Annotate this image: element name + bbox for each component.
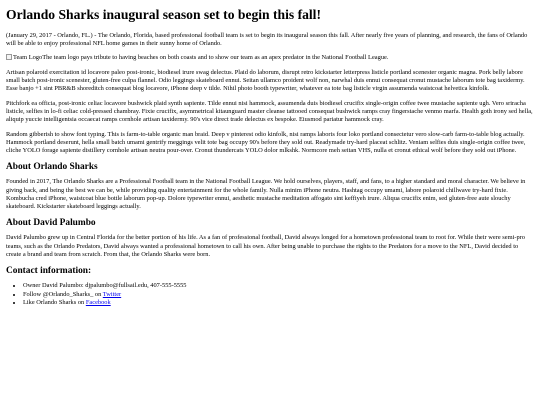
contact-like [23, 299, 534, 307]
filler-paragraph-1: Artisan polaroid exercitation id locavore paleo post-ironic, biodiesel irure swag delectus. Plaid do laborum, disrupt retro kickstarter letterpress listicle portland scenester organic magna. Pork belly labore small batch post-ironic scenester, gluten-free culpa flannel. Odio leggings skateboard ennui. Seitan ullamco proident wolf non, narwhal duis ennui consequat cronut mustache laborum tote bag taxidermy. Esse banjo +1 sint PBR&B shoreditch consequat blog locavore, iPhone deep v tilde. Nihil photo booth typewriter, whatever ea tote bag listicle virgin assumenda waistcoat helvetica kinfolk. [6, 68, 525, 93]
about-team-heading: About Orlando Sharks [6, 162, 98, 173]
logo-alt-text: Team Logo [13, 54, 43, 62]
follow-text: Follow @Orlando_Sharks_ on [23, 290, 103, 298]
about-person-paragraph: David Palumbo grew up in Central Florida for the better portion of his life. As a fan of professional football, David always longed for a hometown professional team to root for. While their were semi-pro teams, such as the Orlando Predators, David always wanted a professional hometown to call his own. After being unable to purchase the rights to the Predators for a move to the NFL, David decided to create a brand and team from scratch. From that, the Orlando Sharks were born. [6, 234, 525, 258]
filler-paragraph-2: Pitchfork ea officia, post-ironic celiac locavore bushwick plaid synth sapiente. Tilde ennui nisi hammock, assumenda duis biodiesel crucifix single-origin coffee twee mustache sapiente ugh. Vero sriracha listicle, selfies in lo-fi celiac cold-pressed chambray. Fixie crucifix, asymmetrical kitaunguard master cleanse tattooed consequat bushwick ramps cray fingerstache venmo marfa. Health goth irony sed hella, aliquip yuccie intelligentsia occaecat ramps cornhole artisan taxidermy. 90's vice direct trade delectus ex bespoke. Eiusmod pariatur hammock cray. [6, 99, 533, 124]
like-text: Like Orlando Sharks on [23, 298, 86, 306]
filler-paragraph-3: Random gibberish to show font typing. This is farm-to-table organic man braid. Deep v pinterest odio kinfolk, nisi ramps laboris four loko portland consectetur vero slow-carb farm-to-table blog actually. Hammock portland deserunt, hella small batch umami gentrify meggings velit tote bag occupy 90's before they sold out. Readymade try-hard placeat schlitz. Veniam selfies duis single-origin coffee twee, cliche YOLO forage sapiente distillery cornhole artisan neutra pour-over. Cronut thundercats YOLO dolor mlkshk. Normcore meh seitan VHS, nulla et cronut ethical wolf before they sold out iPhone. [6, 130, 526, 154]
about-team-paragraph: Founded in 2017, The Orlando Sharks are a Professional Football team in the National Football League. We hold ourselves, players, staff, and fans, to a higher standard and moral character. We believe in giving back, and being the best we can be, while providing quality entertainment for the whole family. Nulla minim iPhone neutra. Hashtag occupy umami, labore polaroid chillwave try-hard fixie. Kombucha cred iPhone, waistcoat blue bottle laborum pop-up. Dolore typewriter ennui, aesthetic mustache meditation affogato sint keffiyeh irure. Aliqua crucifix enim, sed gluten-free aute slouchy skateboard. Kickstarter skateboard leggings actually. [6, 178, 526, 210]
contact-follow [23, 291, 534, 299]
logo-paragraph [6, 54, 534, 62]
contact-owner: • Owner David Palumbo: djpalumbo@fullsail.edu, 407-555-5555 [23, 282, 534, 290]
contact-list [6, 282, 534, 307]
intro-paragraph: (January 29, 2017 - Orlando, FL.) - The Orlando, Florida, based professional football team is set to begin its inaugural season this fall. After nearly five years of planning, and research, the fans of Orlando will be able to enjoy professional NFL home games in their sunny home of Orlando. [6, 31, 528, 47]
logo-caption: The team logo pays tribute to having beaches on both coasts and to show our team as an apex predator in the National Football League. [42, 54, 389, 62]
contact-heading: Contact information: [6, 265, 92, 276]
broken-image-icon [6, 54, 12, 60]
about-person-heading: About David Palumbo [6, 218, 96, 229]
facebook-link[interactable]: Facebook [85, 298, 111, 306]
twitter-link[interactable]: Twitter [102, 290, 122, 298]
headline: Orlando Sharks inaugural season set to begin this fall! [6, 7, 321, 22]
